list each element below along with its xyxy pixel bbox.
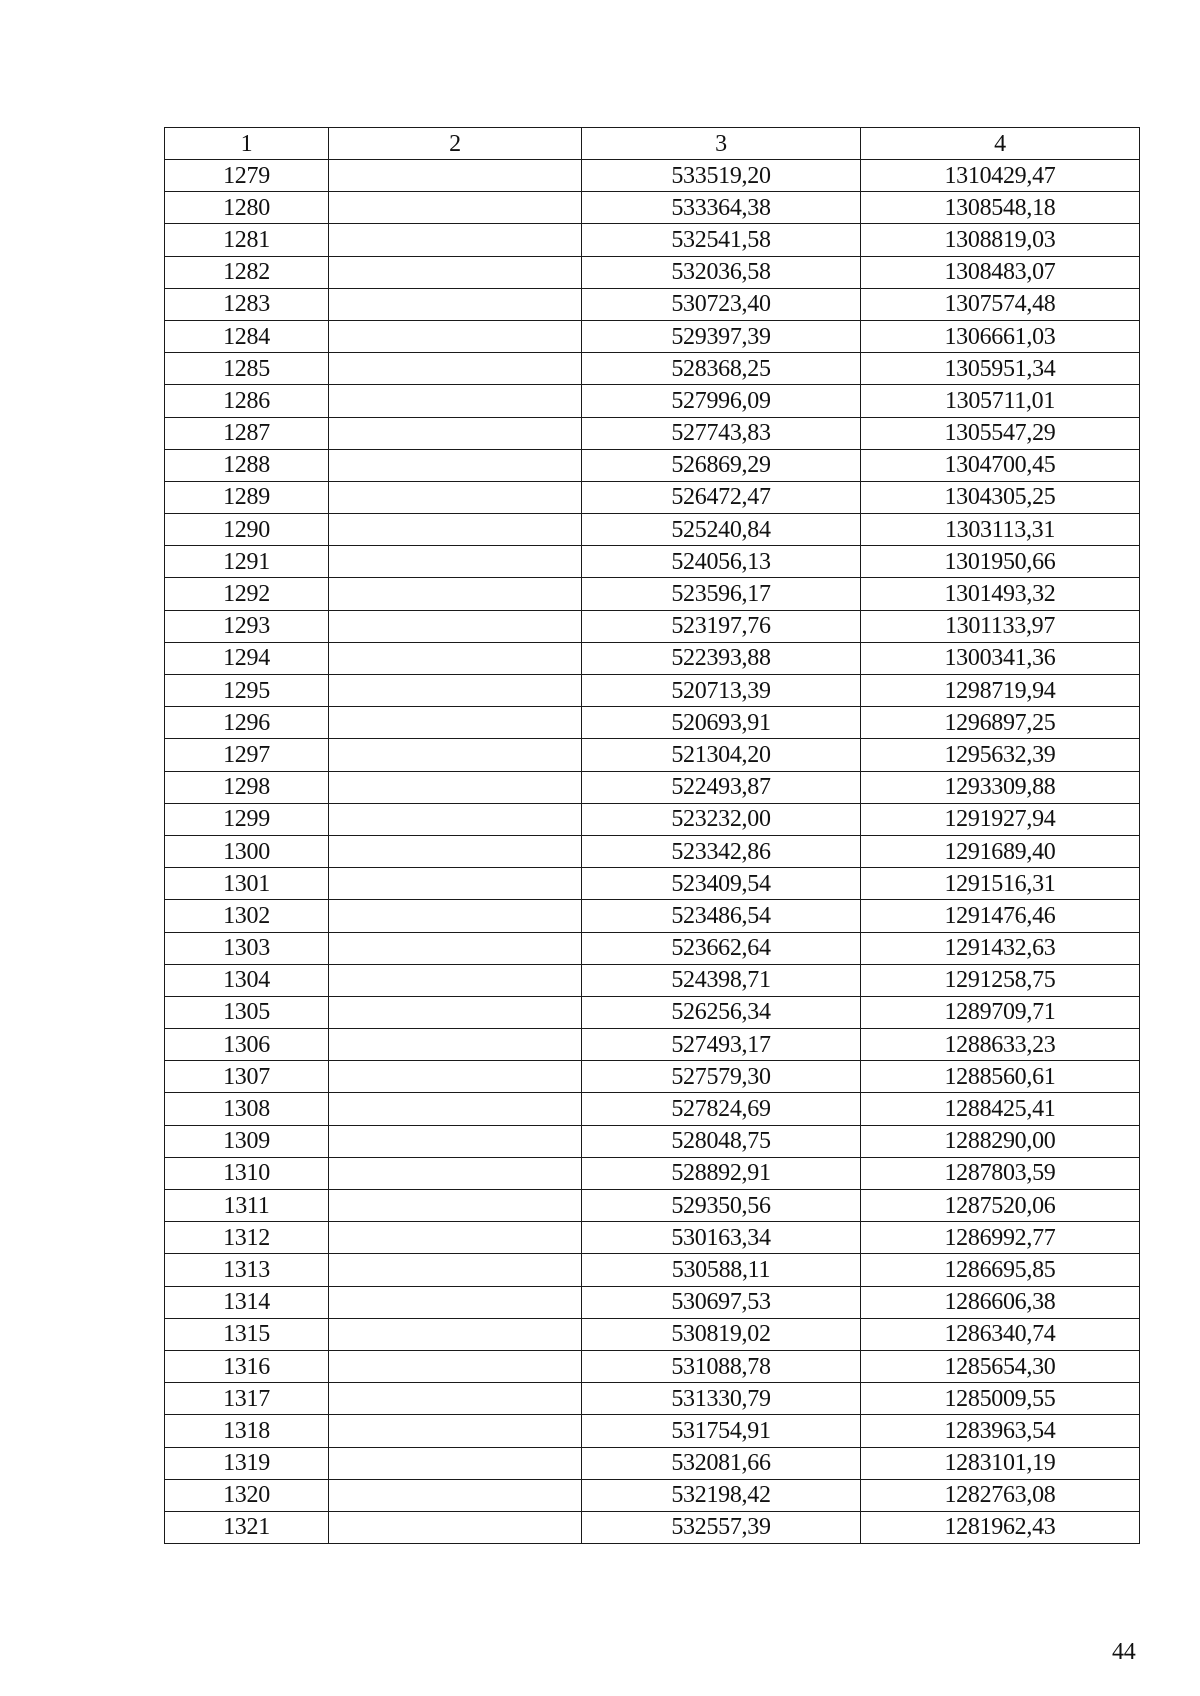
description-cell: [329, 1286, 582, 1318]
x-coordinate-cell: 532541,58: [582, 224, 861, 256]
x-coordinate-cell: 532198,42: [582, 1479, 861, 1511]
point-number-cell: 1280: [165, 192, 329, 224]
table-row: [165, 707, 1140, 739]
description-cell: [329, 868, 582, 900]
x-coordinate-cell: 523486,54: [582, 900, 861, 932]
table-row: [165, 192, 1140, 224]
description-cell: [329, 514, 582, 546]
description-cell: [329, 610, 582, 642]
point-number-cell: 1320: [165, 1479, 329, 1511]
point-number-cell: 1315: [165, 1318, 329, 1350]
description-cell: [329, 256, 582, 288]
x-coordinate-cell: 524398,71: [582, 964, 861, 996]
table-row: [165, 320, 1140, 352]
point-number-cell: 1308: [165, 1093, 329, 1125]
point-number-cell: 1317: [165, 1383, 329, 1415]
table-row: [165, 1190, 1140, 1222]
y-coordinate-cell: 1291432,63: [861, 932, 1140, 964]
y-coordinate-cell: 1304305,25: [861, 481, 1140, 513]
y-coordinate-cell: 1282763,08: [861, 1479, 1140, 1511]
y-coordinate-cell: 1291476,46: [861, 900, 1140, 932]
x-coordinate-cell: 527824,69: [582, 1093, 861, 1125]
description-cell: [329, 1254, 582, 1286]
x-coordinate-cell: 523342,86: [582, 835, 861, 867]
x-coordinate-cell: 532081,66: [582, 1447, 861, 1479]
table-row: [165, 1318, 1140, 1350]
point-number-cell: 1319: [165, 1447, 329, 1479]
y-coordinate-cell: 1306661,03: [861, 320, 1140, 352]
y-coordinate-cell: 1286992,77: [861, 1222, 1140, 1254]
description-cell: [329, 739, 582, 771]
table-header-row: [165, 128, 1140, 160]
x-coordinate-cell: 520713,39: [582, 675, 861, 707]
point-number-cell: 1287: [165, 417, 329, 449]
description-cell: [329, 1157, 582, 1189]
point-number-cell: 1302: [165, 900, 329, 932]
point-number-cell: 1294: [165, 642, 329, 674]
y-coordinate-cell: 1288633,23: [861, 1029, 1140, 1061]
point-number-cell: 1284: [165, 320, 329, 352]
table-row: [165, 642, 1140, 674]
point-number-cell: 1312: [165, 1222, 329, 1254]
table-body: [165, 128, 1140, 1544]
coordinates-table: [164, 127, 1140, 1544]
y-coordinate-cell: 1305547,29: [861, 417, 1140, 449]
point-number-cell: 1306: [165, 1029, 329, 1061]
table-row: [165, 224, 1140, 256]
x-coordinate-cell: 526472,47: [582, 481, 861, 513]
description-cell: [329, 417, 582, 449]
point-number-cell: 1292: [165, 578, 329, 610]
y-coordinate-cell: 1291516,31: [861, 868, 1140, 900]
y-coordinate-cell: 1289709,71: [861, 996, 1140, 1028]
point-number-cell: 1318: [165, 1415, 329, 1447]
y-coordinate-cell: 1288560,61: [861, 1061, 1140, 1093]
description-cell: [329, 288, 582, 320]
table-row: [165, 900, 1140, 932]
x-coordinate-cell: 530588,11: [582, 1254, 861, 1286]
table-row: [165, 1511, 1140, 1543]
table-row: [165, 803, 1140, 835]
description-cell: [329, 1061, 582, 1093]
point-number-cell: 1288: [165, 449, 329, 481]
description-cell: [329, 1383, 582, 1415]
x-coordinate-cell: 532557,39: [582, 1511, 861, 1543]
point-number-cell: 1309: [165, 1125, 329, 1157]
description-cell: [329, 578, 582, 610]
header-cell-1: 1: [165, 128, 329, 160]
y-coordinate-cell: 1304700,45: [861, 449, 1140, 481]
y-coordinate-cell: 1286695,85: [861, 1254, 1140, 1286]
description-cell: [329, 320, 582, 352]
point-number-cell: 1283: [165, 288, 329, 320]
description-cell: [329, 675, 582, 707]
table-row: [165, 739, 1140, 771]
description-cell: [329, 224, 582, 256]
x-coordinate-cell: 523662,64: [582, 932, 861, 964]
y-coordinate-cell: 1286606,38: [861, 1286, 1140, 1318]
x-coordinate-cell: 530697,53: [582, 1286, 861, 1318]
y-coordinate-cell: 1305951,34: [861, 353, 1140, 385]
point-number-cell: 1290: [165, 514, 329, 546]
table-row: [165, 1383, 1140, 1415]
table-row: [165, 1447, 1140, 1479]
table-row: [165, 1157, 1140, 1189]
table-row: [165, 771, 1140, 803]
description-cell: [329, 835, 582, 867]
point-number-cell: 1281: [165, 224, 329, 256]
x-coordinate-cell: 529350,56: [582, 1190, 861, 1222]
description-cell: [329, 932, 582, 964]
description-cell: [329, 1479, 582, 1511]
table-row: [165, 546, 1140, 578]
point-number-cell: 1296: [165, 707, 329, 739]
point-number-cell: 1305: [165, 996, 329, 1028]
y-coordinate-cell: 1288425,41: [861, 1093, 1140, 1125]
description-cell: [329, 1318, 582, 1350]
y-coordinate-cell: 1310429,47: [861, 160, 1140, 192]
table-row: [165, 449, 1140, 481]
table-row: [165, 417, 1140, 449]
x-coordinate-cell: 531088,78: [582, 1350, 861, 1382]
y-coordinate-cell: 1293309,88: [861, 771, 1140, 803]
table-row: [165, 996, 1140, 1028]
description-cell: [329, 1350, 582, 1382]
description-cell: [329, 1125, 582, 1157]
description-cell: [329, 1415, 582, 1447]
y-coordinate-cell: 1298719,94: [861, 675, 1140, 707]
y-coordinate-cell: 1283963,54: [861, 1415, 1140, 1447]
point-number-cell: 1311: [165, 1190, 329, 1222]
point-number-cell: 1295: [165, 675, 329, 707]
description-cell: [329, 160, 582, 192]
point-number-cell: 1307: [165, 1061, 329, 1093]
table-row: [165, 932, 1140, 964]
y-coordinate-cell: 1285009,55: [861, 1383, 1140, 1415]
y-coordinate-cell: 1308548,18: [861, 192, 1140, 224]
x-coordinate-cell: 520693,91: [582, 707, 861, 739]
point-number-cell: 1299: [165, 803, 329, 835]
x-coordinate-cell: 530819,02: [582, 1318, 861, 1350]
table-row: [165, 514, 1140, 546]
table-row: [165, 256, 1140, 288]
y-coordinate-cell: 1285654,30: [861, 1350, 1140, 1382]
point-number-cell: 1316: [165, 1350, 329, 1382]
point-number-cell: 1301: [165, 868, 329, 900]
x-coordinate-cell: 526869,29: [582, 449, 861, 481]
description-cell: [329, 771, 582, 803]
x-coordinate-cell: 527996,09: [582, 385, 861, 417]
page-number: 44: [1112, 1639, 1136, 1665]
table-row: [165, 675, 1140, 707]
description-cell: [329, 1190, 582, 1222]
table-row: [165, 835, 1140, 867]
table-row: [165, 1061, 1140, 1093]
point-number-cell: 1310: [165, 1157, 329, 1189]
description-cell: [329, 803, 582, 835]
description-cell: [329, 449, 582, 481]
description-cell: [329, 481, 582, 513]
description-cell: [329, 1093, 582, 1125]
point-number-cell: 1298: [165, 771, 329, 803]
x-coordinate-cell: 527493,17: [582, 1029, 861, 1061]
description-cell: [329, 1029, 582, 1061]
point-number-cell: 1286: [165, 385, 329, 417]
table-row: [165, 1093, 1140, 1125]
y-coordinate-cell: 1300341,36: [861, 642, 1140, 674]
x-coordinate-cell: 523197,76: [582, 610, 861, 642]
y-coordinate-cell: 1303113,31: [861, 514, 1140, 546]
x-coordinate-cell: 521304,20: [582, 739, 861, 771]
description-cell: [329, 642, 582, 674]
y-coordinate-cell: 1296897,25: [861, 707, 1140, 739]
table-row: [165, 1125, 1140, 1157]
y-coordinate-cell: 1286340,74: [861, 1318, 1140, 1350]
header-cell-4: 4: [861, 128, 1140, 160]
y-coordinate-cell: 1295632,39: [861, 739, 1140, 771]
point-number-cell: 1304: [165, 964, 329, 996]
x-coordinate-cell: 531330,79: [582, 1383, 861, 1415]
table-row: [165, 1254, 1140, 1286]
y-coordinate-cell: 1288290,00: [861, 1125, 1140, 1157]
point-number-cell: 1289: [165, 481, 329, 513]
point-number-cell: 1313: [165, 1254, 329, 1286]
x-coordinate-cell: 530723,40: [582, 288, 861, 320]
table-row: [165, 1222, 1140, 1254]
y-coordinate-cell: 1308819,03: [861, 224, 1140, 256]
description-cell: [329, 385, 582, 417]
table-row: [165, 1415, 1140, 1447]
point-number-cell: 1303: [165, 932, 329, 964]
table-row: [165, 160, 1140, 192]
point-number-cell: 1321: [165, 1511, 329, 1543]
description-cell: [329, 964, 582, 996]
table-row: [165, 1029, 1140, 1061]
table-row: [165, 868, 1140, 900]
y-coordinate-cell: 1291689,40: [861, 835, 1140, 867]
header-cell-3: 3: [582, 128, 861, 160]
description-cell: [329, 192, 582, 224]
table-row: [165, 578, 1140, 610]
table-row: [165, 1350, 1140, 1382]
x-coordinate-cell: 528048,75: [582, 1125, 861, 1157]
point-number-cell: 1293: [165, 610, 329, 642]
x-coordinate-cell: 528368,25: [582, 353, 861, 385]
x-coordinate-cell: 531754,91: [582, 1415, 861, 1447]
point-number-cell: 1314: [165, 1286, 329, 1318]
description-cell: [329, 900, 582, 932]
point-number-cell: 1300: [165, 835, 329, 867]
y-coordinate-cell: 1291258,75: [861, 964, 1140, 996]
x-coordinate-cell: 523596,17: [582, 578, 861, 610]
x-coordinate-cell: 523232,00: [582, 803, 861, 835]
table-row: [165, 481, 1140, 513]
point-number-cell: 1291: [165, 546, 329, 578]
description-cell: [329, 353, 582, 385]
x-coordinate-cell: 523409,54: [582, 868, 861, 900]
x-coordinate-cell: 525240,84: [582, 514, 861, 546]
y-coordinate-cell: 1308483,07: [861, 256, 1140, 288]
table-row: [165, 385, 1140, 417]
y-coordinate-cell: 1287520,06: [861, 1190, 1140, 1222]
y-coordinate-cell: 1291927,94: [861, 803, 1140, 835]
x-coordinate-cell: 533519,20: [582, 160, 861, 192]
point-number-cell: 1279: [165, 160, 329, 192]
x-coordinate-cell: 526256,34: [582, 996, 861, 1028]
table-row: [165, 964, 1140, 996]
description-cell: [329, 1222, 582, 1254]
x-coordinate-cell: 528892,91: [582, 1157, 861, 1189]
description-cell: [329, 1447, 582, 1479]
x-coordinate-cell: 529397,39: [582, 320, 861, 352]
y-coordinate-cell: 1301493,32: [861, 578, 1140, 610]
x-coordinate-cell: 522493,87: [582, 771, 861, 803]
x-coordinate-cell: 533364,38: [582, 192, 861, 224]
table-row: [165, 1479, 1140, 1511]
x-coordinate-cell: 522393,88: [582, 642, 861, 674]
header-cell-2: 2: [329, 128, 582, 160]
description-cell: [329, 707, 582, 739]
point-number-cell: 1282: [165, 256, 329, 288]
y-coordinate-cell: 1283101,19: [861, 1447, 1140, 1479]
y-coordinate-cell: 1307574,48: [861, 288, 1140, 320]
x-coordinate-cell: 527743,83: [582, 417, 861, 449]
x-coordinate-cell: 524056,13: [582, 546, 861, 578]
y-coordinate-cell: 1305711,01: [861, 385, 1140, 417]
x-coordinate-cell: 530163,34: [582, 1222, 861, 1254]
table-row: [165, 610, 1140, 642]
point-number-cell: 1297: [165, 739, 329, 771]
description-cell: [329, 1511, 582, 1543]
table-row: [165, 353, 1140, 385]
point-number-cell: 1285: [165, 353, 329, 385]
table-row: [165, 288, 1140, 320]
x-coordinate-cell: 532036,58: [582, 256, 861, 288]
y-coordinate-cell: 1301133,97: [861, 610, 1140, 642]
description-cell: [329, 546, 582, 578]
table-row: [165, 1286, 1140, 1318]
y-coordinate-cell: 1301950,66: [861, 546, 1140, 578]
y-coordinate-cell: 1287803,59: [861, 1157, 1140, 1189]
description-cell: [329, 996, 582, 1028]
x-coordinate-cell: 527579,30: [582, 1061, 861, 1093]
y-coordinate-cell: 1281962,43: [861, 1511, 1140, 1543]
